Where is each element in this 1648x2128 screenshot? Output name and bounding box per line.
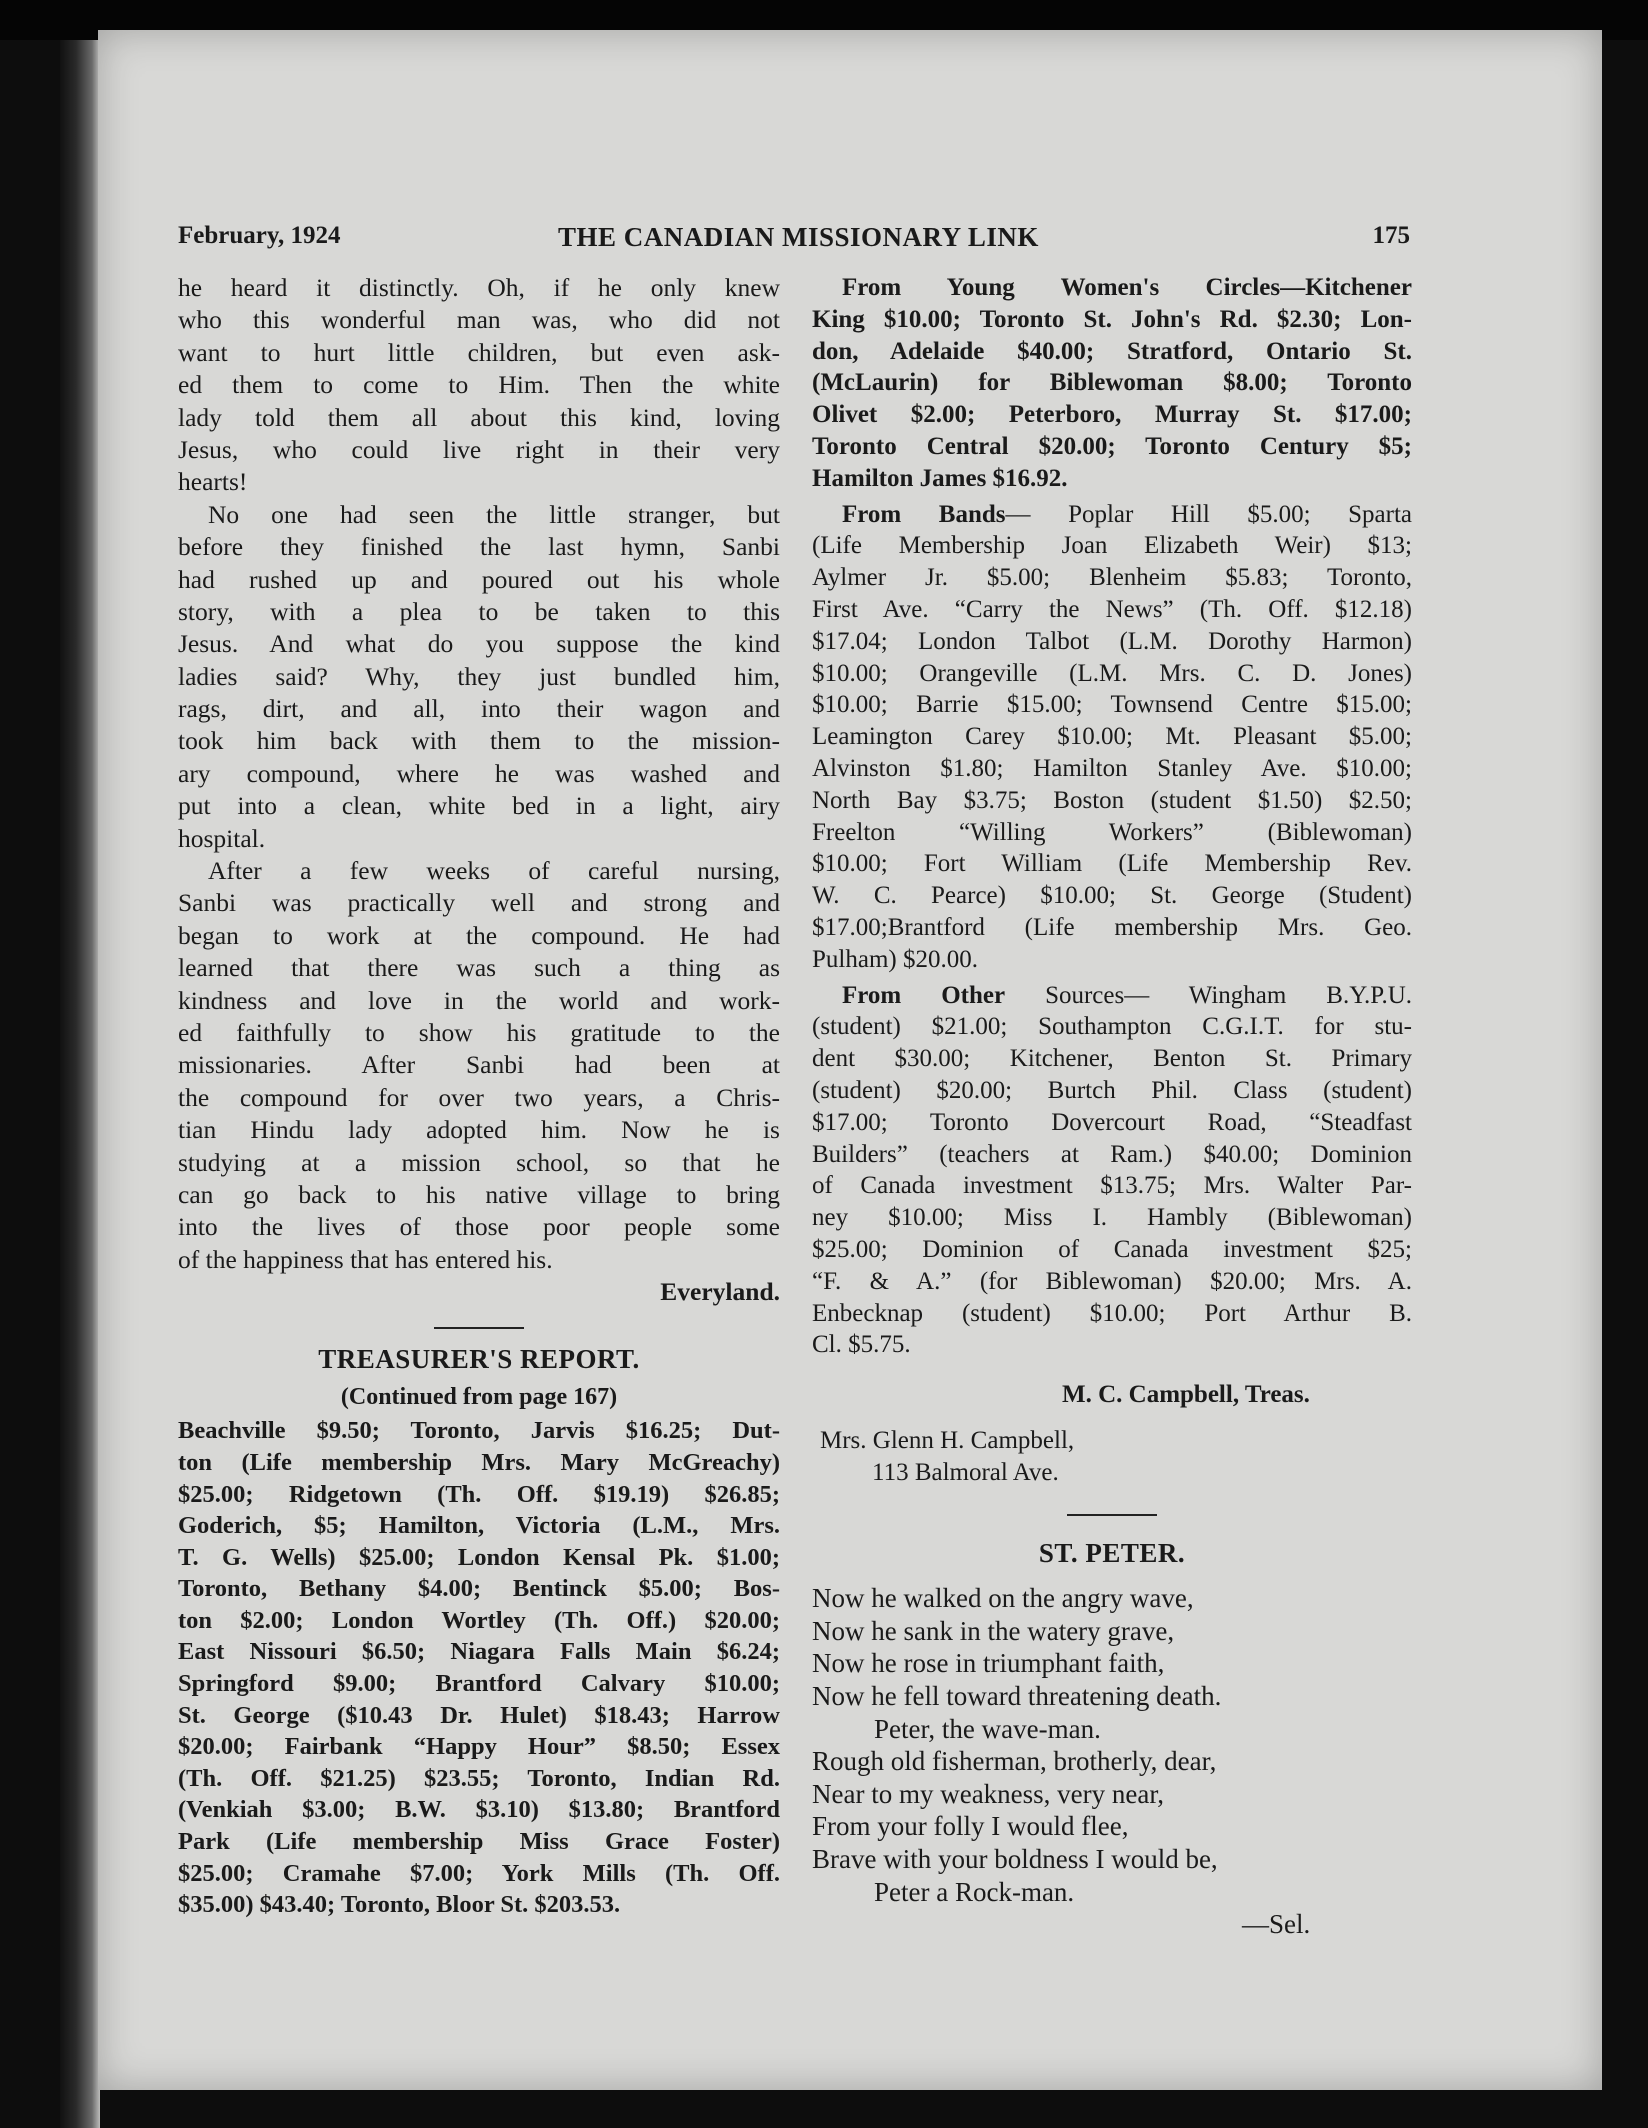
story-line: ary compound, where he was washed and (178, 758, 780, 788)
address-street: 113 Balmoral Ave. (872, 1458, 1059, 1486)
poem-source: —Sel. (1242, 1909, 1311, 1940)
donation-line: Leamington Carey $10.00; Mt. Pleasant $5.00; (812, 723, 1412, 751)
report-heading: TREASURER'S REPORT. (318, 1343, 640, 1374)
left-column (178, 272, 780, 1921)
section-divider (434, 1327, 524, 1329)
donation-line: “F. & A.” (for Biblewoman) $20.00; Mrs. A. (812, 1267, 1412, 1295)
story-line: After a few weeks of careful nursing, (208, 856, 780, 886)
donation-line: Olivet $2.00; Peterboro, Murray St. $17.00; (812, 401, 1412, 429)
donation-line: Aylmer Jr. $5.00; Blenheim $5.83; Toronto, (812, 564, 1412, 592)
story-line: learned that there was such a thing as (178, 953, 780, 983)
donation-line: Pulham) $20.00. (812, 945, 978, 973)
report-line: (Venkiah $3.00; B.W. $3.10) $13.80; Brantford (178, 1796, 780, 1824)
story-line: hospital. (178, 823, 266, 853)
donation-line: W. C. Pearce) $10.00; St. George (Student) (812, 882, 1412, 910)
donation-line: $17.00;Brantford (Life membership Mrs. Geo. (812, 913, 1412, 941)
story-line: tian Hindu lady adopted him. Now he is (178, 1115, 780, 1145)
story-line: began to work at the compound. He had (178, 920, 780, 950)
poem-line: From your folly I would flee, (812, 1811, 1129, 1842)
bands (812, 499, 1412, 976)
poem-line: Now he rose in triumphant faith, (812, 1648, 1165, 1679)
donation-line: $17.00; Toronto Dovercourt Road, “Steadfast (812, 1108, 1412, 1136)
section-label: From Bands (842, 500, 1006, 528)
donation-line: North Bay $3.75; Boston (student $1.50) $2.50; (812, 786, 1412, 814)
report-line: East Nissouri $6.50; Niagara Falls Main $6.24; (178, 1638, 780, 1666)
report-line: $25.00; Ridgetown (Th. Off. $19.19) $26.85; (178, 1480, 780, 1508)
publication-title: THE CANADIAN MISSIONARY LINK (558, 222, 1039, 252)
donation-line: Toronto Central $20.00; Toronto Century $5; (812, 432, 1412, 460)
report-line: Springford $9.00; Brantford Calvary $10.00; (178, 1670, 780, 1698)
right-column (812, 272, 1412, 1941)
story-line: ed them to come to Him. Then the white (178, 370, 780, 400)
section-label: From Other (842, 981, 1006, 1009)
story-line: Jesus, who could live right in their very (178, 434, 780, 464)
story-line: hearts! (178, 467, 248, 497)
poem-line: Rough old fisherman, brotherly, dear, (812, 1746, 1217, 1777)
donation-line: (McLaurin) for Biblewoman $8.00; Toronto (812, 369, 1412, 397)
running-head (178, 222, 1410, 258)
poem-title: ST. PETER. (1038, 1538, 1186, 1569)
story-line: No one had seen the little stranger, but (208, 499, 780, 529)
report-line: ton (Life membership Mrs. Mary McGreachy) (178, 1448, 780, 1476)
story-line: studying at a mission school, so that he (178, 1147, 780, 1177)
story-text (178, 272, 780, 1276)
story-line: Sanbi was practically well and strong and (178, 888, 780, 918)
donation-line: (student) $20.00; Burtch Phil. Class (student) (812, 1076, 1412, 1104)
young-womens-circles (812, 272, 1412, 495)
donation-line: $10.00; Orangeville (L.M. Mrs. C. D. Jones) (812, 659, 1412, 687)
story-line: can go back to his native village to bring (178, 1179, 780, 1209)
story-line: he heard it distinctly. Oh, if he only knew (178, 273, 780, 302)
poem-line: Now he walked on the angry wave, (812, 1583, 1194, 1614)
story-line: into the lives of those poor people some (178, 1212, 780, 1242)
signature-block (812, 1379, 1412, 1488)
donation-line: Cl. $5.75. (812, 1331, 911, 1359)
report-line: Beachville $9.50; Toronto, Jarvis $16.25; Dut- (178, 1417, 780, 1445)
story-line: put into a clean, white bed in a light, airy (178, 791, 780, 821)
story-source: Everyland. (660, 1277, 780, 1307)
report-line: T. G. Wells) $25.00; London Kensal Pk. $1.00; (178, 1543, 780, 1571)
donation-line: Hamilton James $16.92. (812, 464, 1068, 492)
story-line: who this wonderful man was, who did not (178, 305, 780, 335)
donation-line: Freelton “Willing Workers” (Biblewoman) (812, 818, 1412, 846)
story-line: took him back with them to the mission- (178, 726, 780, 756)
poem (812, 1582, 1412, 1941)
report-line: $20.00; Fairbank “Happy Hour” $8.50; Essex (178, 1733, 780, 1761)
story-line: want to hurt little children, but even ask- (178, 337, 780, 367)
section-divider (1067, 1514, 1157, 1516)
report-line: $25.00; Cramahe $7.00; York Mills (Th. Off. (178, 1859, 780, 1887)
donation-line: $25.00; Dominion of Canada investment $25; (812, 1235, 1412, 1263)
report-text (178, 1415, 780, 1921)
address-name: Mrs. Glenn H. Campbell, (820, 1426, 1075, 1454)
story-line: lady told them all about this kind, loving (178, 402, 780, 432)
story-line: kindness and love in the world and work- (178, 985, 780, 1015)
poem-refrain: Peter, the wave-man. (874, 1713, 1101, 1744)
book-spine (60, 40, 100, 2128)
issue-date: February, 1924 (178, 222, 341, 249)
story-line: story, with a plea to be taken to this (178, 596, 780, 626)
donation-line: ney $10.00; Miss I. Hambly (Biblewoman) (812, 1204, 1412, 1232)
report-subheading: (Continued from page 167) (340, 1383, 618, 1410)
report-line: St. George ($10.43 Dr. Hulet) $18.43; Harrow (178, 1701, 780, 1729)
story-line: missionaries. After Sanbi had been at (178, 1050, 780, 1080)
donation-line: Builders” (teachers at Ram.) $40.00; Dominion (812, 1140, 1412, 1168)
story-line: Jesus. And what do you suppose the kind (178, 629, 780, 659)
other-sources (812, 980, 1412, 1362)
story-line: before they finished the last hymn, Sanbi (178, 532, 780, 562)
poem-line: Near to my weakness, very near, (812, 1778, 1165, 1809)
donation-line: $17.04; London Talbot (L.M. Dorothy Harmon) (812, 627, 1412, 655)
poem-line: Now he sank in the watery grave, (812, 1615, 1175, 1646)
page-number: 175 (1372, 222, 1410, 249)
donation-line: (Life Membership Joan Elizabeth Weir) $13; (812, 532, 1412, 560)
report-line: $35.00) $43.40; Toronto, Bloor St. $203.53. (178, 1891, 621, 1919)
donation-line: $10.00; Fort William (Life Membership Rev. (812, 850, 1412, 878)
donation-line: don, Adelaide $40.00; Stratford, Ontario St. (812, 337, 1412, 365)
report-line: (Th. Off. $21.25) $23.55; Toronto, Indian Rd. (178, 1764, 780, 1792)
donation-line: — Poplar Hill $5.00; Sparta (1005, 500, 1412, 528)
report-line: Park (Life membership Miss Grace Foster) (178, 1828, 780, 1856)
donation-line: $10.00; Barrie $15.00; Townsend Centre $15.00; (812, 691, 1412, 719)
treasurer-signature: M. C. Campbell, Treas. (1062, 1381, 1310, 1409)
report-line: Goderich, $5; Hamilton, Victoria (L.M., Mrs. (178, 1512, 780, 1540)
donation-line: (student) $21.00; Southampton C.G.I.T. for stu- (812, 1013, 1412, 1041)
story-line: ed faithfully to show his gratitude to the (178, 1017, 780, 1047)
donation-line: —Kitchener (1280, 274, 1412, 301)
donation-line: First Ave. “Carry the News” (Th. Off. $12.18) (812, 595, 1412, 623)
story-line: ladies said? Why, they just bundled him, (178, 661, 780, 691)
story-line: the compound for over two years, a Chris- (178, 1082, 780, 1112)
story-line: rags, dirt, and all, into their wagon and (178, 694, 780, 724)
report-line: ton $2.00; London Wortley (Th. Off.) $20.00; (178, 1606, 780, 1634)
poem-line: Brave with your boldness I would be, (812, 1844, 1218, 1875)
story-line: had rushed up and poured out his whole (178, 564, 780, 594)
poem-line: Now he fell toward threatening death. (812, 1681, 1222, 1712)
donation-line: King $10.00; Toronto St. John's Rd. $2.30; Lon- (812, 305, 1412, 333)
story-line: of the happiness that has entered his. (178, 1244, 553, 1274)
donation-line: Sources— Wingham B.Y.P.U. (1005, 981, 1412, 1009)
section-label: From Young Women's Circles (842, 274, 1281, 301)
donation-line: of Canada investment $13.75; Mrs. Walter Par- (812, 1172, 1412, 1200)
report-line: Toronto, Bethany $4.00; Bentinck $5.00; Bos- (178, 1575, 780, 1603)
donation-line: Alvinston $1.80; Hamilton Stanley Ave. $10.00; (812, 754, 1412, 782)
poem-refrain: Peter a Rock-man. (874, 1876, 1075, 1907)
donation-line: Enbecknap (student) $10.00; Port Arthur B. (812, 1299, 1412, 1327)
donation-line: dent $30.00; Kitchener, Benton St. Primary (812, 1045, 1412, 1073)
